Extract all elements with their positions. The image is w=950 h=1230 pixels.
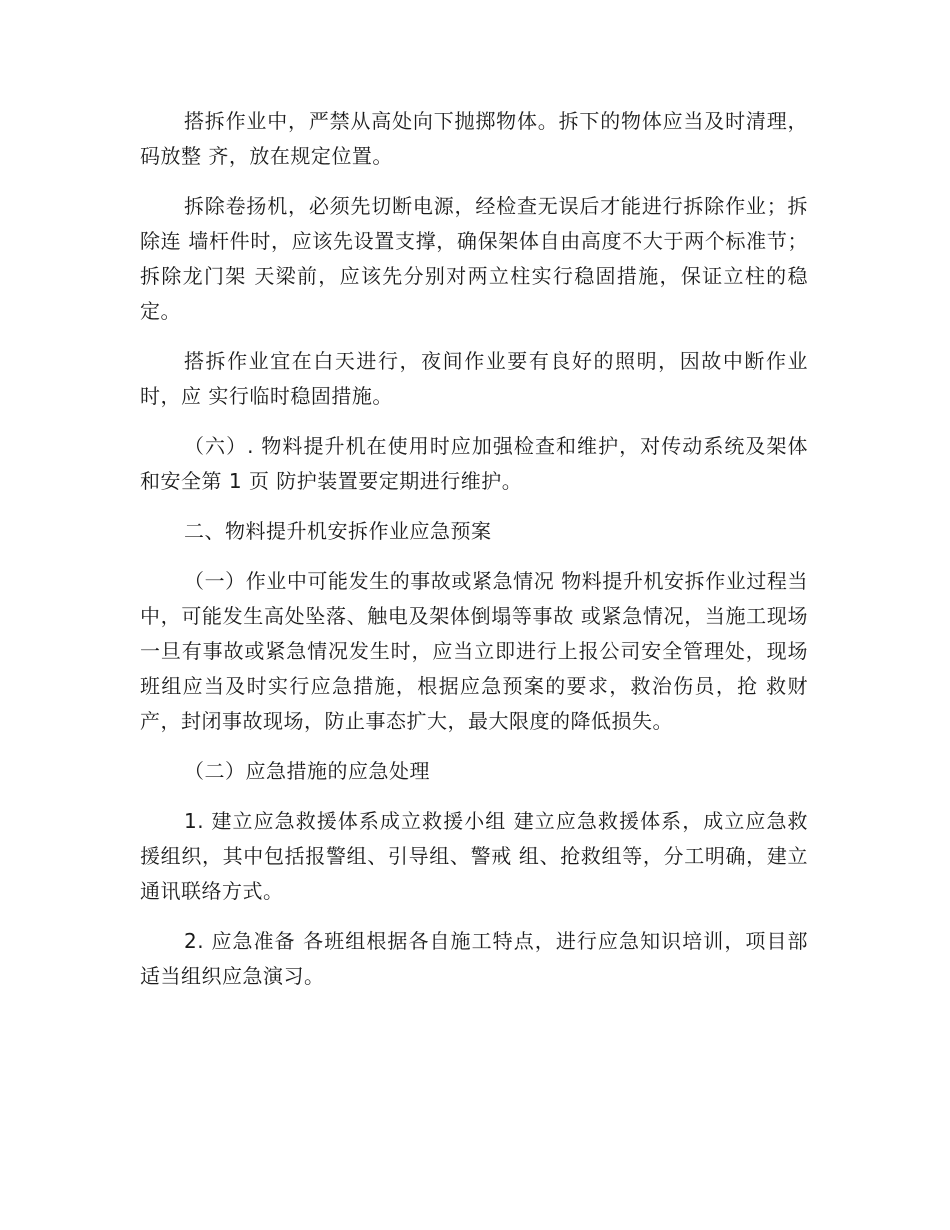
section-heading-emergency-plan: 二、物料提升机安拆作业应急预案 bbox=[184, 519, 492, 543]
paragraph-hoist-removal: 拆除卷扬机，必须先切断电源，经检查无误后才能进行拆除作业；拆除连 墙杆件时，应该先设置支撑，确保架体自由高度不大于两个标准节；拆除龙门架 天梁前，应该先分别对两立柱实行稳固措施，保证立柱的稳定。 bbox=[140, 194, 808, 323]
paragraph-daytime-work: 搭拆作业宜在白天进行，夜间作业要有良好的照明，因故中断作业时，应 实行临时稳固措施。 bbox=[140, 349, 808, 408]
document-body bbox=[140, 104, 808, 1009]
paragraph-possible-accidents: （一）作业中可能发生的事故或紧急情况 物料提升机安拆作业过程当中，可能发生高处坠落、触电及架体倒塌等事故 或紧急情况，当施工现场一旦有事故或紧急情况发生时，应当立即进行上报公司安全管理处，现场班组应当及时实行应急措施，根据应急预案的要求，救治伤员，抢 救财产，封闭事故现场，防止事态扩大，最大限度的降低损失。 bbox=[140, 569, 808, 733]
subheading-emergency-handling: （二）应急措施的应急处理 bbox=[184, 759, 430, 783]
paragraph-dismantling-objects: 搭拆作业中，严禁从高处向下抛掷物体。拆下的物体应当及时清理，码放整 齐，放在规定位置。 bbox=[140, 109, 808, 168]
paragraph-emergency-preparation: 2. 应急准备 各班组根据各自施工特点，进行应急知识培训，项目部适当组织应急演习。 bbox=[140, 929, 808, 988]
paragraph-rescue-system: 1. 建立应急救援体系成立救援小组 建立应急救援体系，成立应急救援组织，其中包括报警组、引导组、警戒 组、抢救组等，分工明确，建立通讯联络方式。 bbox=[140, 809, 808, 903]
paragraph-inspection-maintenance: （六）. 物料提升机在使用时应加强检查和维护，对传动系统及架体和安全第 1 页 防护装置要定期进行维护。 bbox=[140, 434, 808, 493]
